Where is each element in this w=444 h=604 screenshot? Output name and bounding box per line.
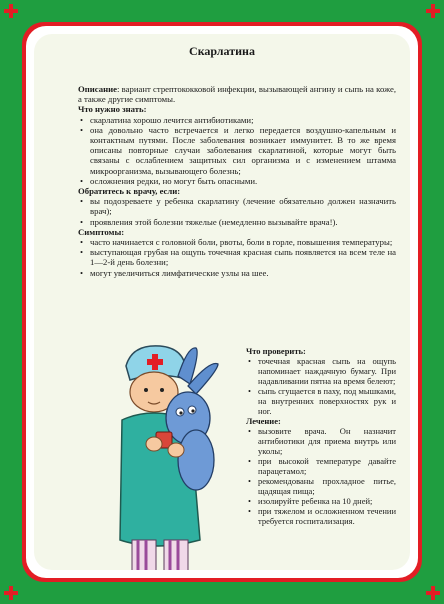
list-item: • могут увеличиться лимфатические узлы на шее. [78,268,396,278]
list-item: • выступающая грубая на ощупь точечная красная сыпь появляется на всем теле на 1—2-й день болезни; [78,247,396,267]
red-cross-icon [4,586,18,600]
list-item: • вызовите врача. Он назначит антибиотики для приема внутрь или уколы; [246,426,396,456]
list-item: • она довольно часто встречается и легко передается воздушно-капельным и контактным путями. После заболевания возникает иммунитет. В то же время описаны повторные случаи заболевания скарлатиной, которые могут быть связаны с ослаблением защитных сил организма и с изменением штамма микроорганизма, вызывающего болезнь; [78,125,396,176]
list-item: • рекомендованы прохладное питье, щадящая пища; [246,476,396,496]
treatment-list [246,426,396,526]
know-heading: Что нужно знать: [78,104,147,115]
list-item: • сыпь сгущается в паху, под мышками, на внутренних поверхностях рук и ног. [246,386,396,416]
doctor-rabbit-illustration [92,340,232,570]
list-item: • при высокой температуре давайте парацетамол; [246,456,396,476]
list-item: • точечная красная сыпь на ощупь напоминает наждачную бумагу. При надавливании пятна на время белеют; [246,356,396,386]
list-item: • при тяжелом и осложненном течении требуется госпитализация. [246,506,396,526]
content-page [34,34,410,570]
symptoms-list [78,237,396,278]
list-item: • вы подозреваете у ребенка скарлатину (лечение обязательно должен назначить врач); [78,196,396,216]
red-cross-icon [4,4,18,18]
check-list [246,356,396,416]
treatment-heading: Лечение: [246,416,281,426]
description-text: : вариант стрептококковой инфекции, вызывающей ангину и сыпь на коже, а также другие симптомы. [78,84,396,105]
description-label: Описание [78,84,117,94]
description-paragraph [78,84,396,104]
list-item: • скарлатина хорошо лечится антибиотиками; [78,115,396,125]
right-column [246,346,396,526]
list-item: • часто начинается с головной боли, рвоты, боли в горле, повышения температуры; [78,237,396,247]
check-heading: Что проверить: [246,346,306,356]
list-item: • изолируйте ребенка на 10 дней; [246,496,396,506]
list-item: • проявления этой болезни тяжелые (немедленно вызывайте врача!). [78,217,396,227]
main-text [78,84,396,278]
doctor-heading: Обратитесь к врачу, если: [78,186,181,197]
red-cross-icon [426,586,440,600]
list-item: • осложнения редки, но могут быть опасными. [78,176,396,186]
red-cross-icon [426,4,440,18]
doctor-list [78,196,396,227]
page-title: Скарлатина [189,44,255,58]
know-list [78,115,396,186]
symptoms-heading: Симптомы: [78,226,125,237]
